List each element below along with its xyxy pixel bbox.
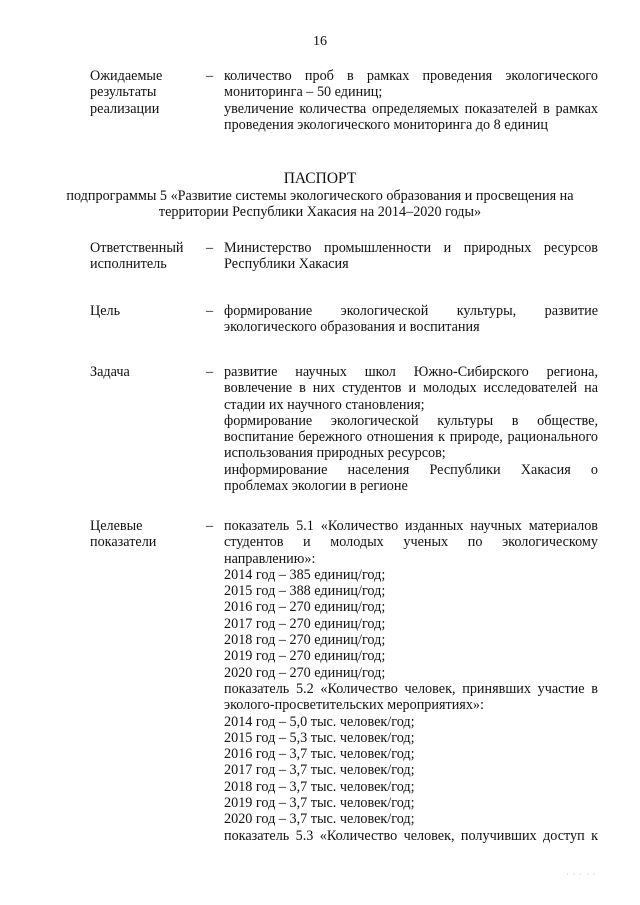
task-line: проблемах экологии в регионе — [224, 478, 408, 495]
responsible-content — [224, 240, 598, 273]
targets-line: 2017 год – 270 единиц/год; — [224, 615, 386, 632]
targets-line: 2019 год – 3,7 тыс. человек/год; — [224, 795, 415, 812]
targets-line: показатель 5.3 «Количество человек, получивших доступ к — [224, 827, 598, 844]
expected-results-line: мониторинга – 50 единиц; — [224, 84, 383, 101]
task-line: стадии их научного становления; — [224, 396, 425, 413]
targets-line: 2015 год – 388 единиц/год; — [224, 583, 386, 600]
task-line: воспитание бережного отношения к природе, рационального — [224, 429, 598, 446]
targets-line: 2014 год – 385 единиц/год; — [224, 566, 386, 583]
task-label: Задача — [90, 364, 130, 380]
targets-line: 2018 год – 3,7 тыс. человек/год; — [224, 778, 415, 795]
goal-line: формирование экологической культуры, развитие — [224, 303, 598, 319]
scan-watermark: · · · · · — [566, 870, 597, 879]
goal-content — [224, 303, 598, 336]
task-dash: – — [206, 364, 214, 380]
responsible-line: Республики Хакасия — [224, 256, 349, 273]
task-line: развитие научных школ Южно-Сибирского региона, — [224, 364, 598, 380]
page-number: 16 — [313, 34, 327, 49]
expected-results-line: количество проб в рамках проведения экологического — [224, 68, 598, 84]
targets-line: 2015 год – 5,3 тыс. человек/год; — [224, 729, 415, 746]
responsible-dash: – — [206, 240, 214, 256]
targets-line: 2016 год – 270 единиц/год; — [224, 599, 386, 616]
goal-line: экологического образования и воспитания — [224, 319, 480, 336]
expected-results-line: увеличение количества определяемых показателей в рамках — [224, 100, 598, 117]
targets-line: эколого-просветительских мероприятиях»: — [224, 697, 484, 714]
targets-line: студентов и молодых ученых по экологическому — [224, 534, 598, 551]
targets-line: показатель 5.1 «Количество изданных научных материалов — [224, 518, 598, 534]
responsible-label: Ответственный исполнитель — [90, 240, 184, 273]
passport-title: ПАСПОРТ — [283, 170, 357, 187]
targets-line: 2014 год – 5,0 тыс. человек/год; — [224, 713, 415, 730]
targets-line: направлению»: — [224, 550, 316, 567]
targets-line: 2016 год – 3,7 тыс. человек/год; — [224, 746, 415, 763]
goal-label: Цель — [90, 303, 121, 319]
targets-line: 2020 год – 3,7 тыс. человек/год; — [224, 811, 415, 828]
responsible-line: Министерство промышленности и природных ресурсов — [224, 240, 598, 256]
passport-subtitle: подпрограммы 5 «Развитие системы экологического образования и просвещения на территории Республики Хакасия на 2014–2020 годы» — [66, 188, 574, 221]
goal-dash: – — [206, 303, 214, 319]
task-line: информирование населения Республики Хакасия о — [224, 461, 598, 478]
task-line: формирование экологической культуры в обществе, — [224, 412, 598, 429]
targets-line: 2019 год – 270 единиц/год; — [224, 648, 386, 665]
targets-content — [224, 518, 598, 844]
task-line: использования природных ресурсов; — [224, 445, 446, 462]
expected-results-dash: – — [206, 68, 214, 84]
task-line: вовлечение в них студентов и молодых исследователей на — [224, 380, 598, 397]
expected-results-label: Ожидаемые результаты реализации — [90, 68, 163, 117]
expected-results-content — [224, 68, 598, 133]
targets-line: 2018 год – 270 единиц/год; — [224, 632, 386, 649]
task-content — [224, 364, 598, 494]
targets-dash: – — [206, 518, 214, 534]
expected-results-line: проведения экологического мониторинга до 8 единиц — [224, 116, 548, 133]
targets-label: Целевые показатели — [90, 518, 157, 551]
targets-line: 2017 год – 3,7 тыс. человек/год; — [224, 762, 415, 779]
targets-line: показатель 5.2 «Количество человек, принявших участие в — [224, 680, 598, 697]
targets-line: 2020 год – 270 единиц/год; — [224, 664, 386, 681]
